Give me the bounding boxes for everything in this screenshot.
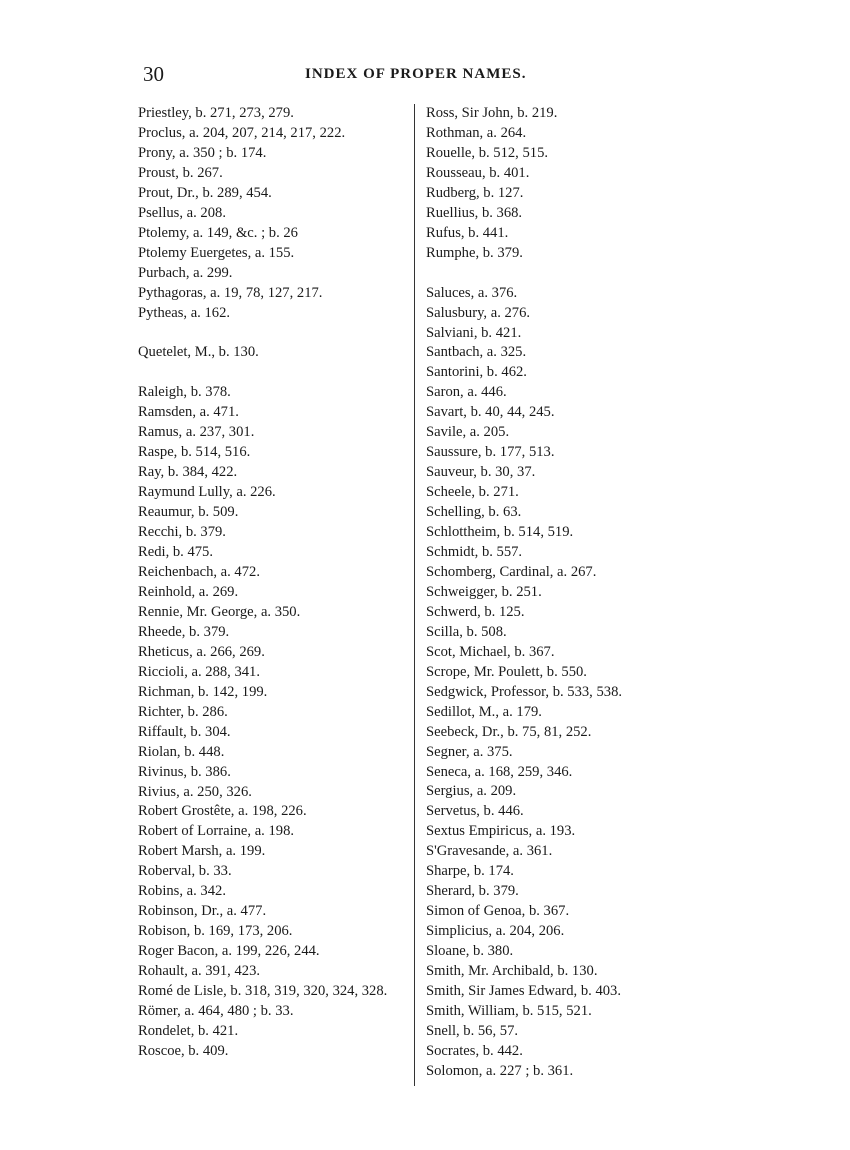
index-entry: Simon of Genoa, b. 367. — [426, 903, 570, 920]
index-entry: Pytheas, a. 162. — [138, 304, 231, 321]
index-entry: Reinhold, a. 269. — [138, 583, 239, 600]
index-entry: Saron, a. 446. — [426, 384, 507, 401]
index-entry: Rondelet, b. 421. — [138, 1022, 239, 1039]
index-entry: Saluces, a. 376. — [426, 284, 518, 301]
index-entry: Ramsden, a. 471. — [138, 404, 239, 421]
index-group-p — [138, 104, 410, 323]
index-entry: Rousseau, b. 401. — [426, 164, 530, 181]
index-group-r — [138, 383, 410, 1061]
index-entry: Rheede, b. 379. — [138, 623, 230, 640]
index-entry: Rivius, a. 250, 326. — [138, 783, 252, 800]
group-spacer — [426, 264, 686, 284]
index-entry: Sedgwick, Professor, b. 533, 538. — [426, 683, 623, 700]
index-entry: Rudberg, b. 127. — [426, 184, 524, 201]
index-entry: Schomberg, Cardinal, a. 267. — [426, 563, 597, 580]
index-entry: Quetelet, M., b. 130. — [138, 344, 259, 361]
page-number: 30 — [143, 62, 164, 86]
index-entry: Prout, Dr., b. 289, 454. — [138, 184, 272, 201]
index-entry: Sharpe, b. 174. — [426, 863, 514, 880]
index-entry: Servetus, b. 446. — [426, 803, 524, 820]
index-entry: Roscoe, b. 409. — [138, 1042, 229, 1059]
index-entry: Raleigh, b. 378. — [138, 384, 231, 401]
index-entry: Rohault, a. 391, 423. — [138, 963, 261, 980]
index-entry: Sherard, b. 379. — [426, 883, 519, 900]
index-group-r-cont — [426, 104, 686, 264]
index-entry: Sauveur, b. 30, 37. — [426, 464, 536, 481]
page-header — [0, 62, 850, 92]
index-entry: Smith, William, b. 515, 521. — [426, 1002, 592, 1019]
index-entry: Sedillot, M., a. 179. — [426, 703, 542, 720]
index-entry: Simplicius, a. 204, 206. — [426, 923, 565, 940]
index-entry: Ptolemy Euergetes, a. 155. — [138, 244, 295, 261]
index-entry: Seneca, a. 168, 259, 346. — [426, 763, 573, 780]
index-entry: Sextus Empiricus, a. 193. — [426, 823, 576, 840]
index-entry: Sergius, a. 209. — [426, 783, 517, 800]
index-entry: Redi, b. 475. — [138, 544, 213, 561]
index-entry: Robert Marsh, a. 199. — [138, 843, 266, 860]
index-entry: Snell, b. 56, 57. — [426, 1022, 519, 1039]
index-entry: Solomon, a. 227 ; b. 361. — [426, 1062, 574, 1079]
index-entry: Ross, Sir John, b. 219. — [426, 105, 558, 121]
index-entry: Sloane, b. 380. — [426, 943, 514, 960]
index-entry: Savile, a. 205. — [426, 424, 510, 441]
index-entry: Ptolemy, a. 149, &c. ; b. 26 — [138, 224, 298, 241]
index-entry: Schelling, b. 63. — [426, 504, 522, 521]
index-entry: Scrope, Mr. Poulett, b. 550. — [426, 663, 587, 680]
index-entry: Riccioli, a. 288, 341. — [138, 663, 261, 680]
index-entry: Proust, b. 267. — [138, 164, 223, 181]
index-entry: Ruellius, b. 368. — [426, 204, 523, 221]
index-column-right — [426, 104, 686, 1082]
index-entry: Riolan, b. 448. — [138, 743, 225, 760]
index-entry: Salusbury, a. 276. — [426, 304, 531, 321]
index-entry: Salviani, b. 421. — [426, 324, 522, 341]
index-entry: Schmidt, b. 557. — [426, 544, 523, 561]
index-entry: Rouelle, b. 512, 515. — [426, 144, 549, 161]
index-entry: Purbach, a. 299. — [138, 264, 233, 281]
index-entry: Raspe, b. 514, 516. — [138, 444, 251, 461]
index-entry: Ray, b. 384, 422. — [138, 464, 238, 481]
index-entry: S'Gravesande, a. 361. — [426, 843, 553, 860]
index-entry: Roberval, b. 33. — [138, 863, 232, 880]
index-entry: Proclus, a. 204, 207, 214, 217, 222. — [138, 124, 346, 141]
index-entry: Smith, Sir James Edward, b. 403. — [426, 982, 621, 999]
index-entry: Robert Grostête, a. 198, 226. — [138, 803, 307, 820]
index-group-q — [138, 343, 410, 363]
index-entry: Schwerd, b. 125. — [426, 603, 525, 620]
index-entry: Rheticus, a. 266, 269. — [138, 643, 265, 660]
column-divider — [414, 104, 415, 1086]
index-entry: Reaumur, b. 509. — [138, 504, 239, 521]
index-group-s — [426, 284, 686, 1082]
index-entry: Robinson, Dr., a. 477. — [138, 903, 267, 920]
index-column-left — [138, 104, 410, 1062]
index-entry: Schlottheim, b. 514, 519. — [426, 524, 574, 541]
index-entry: Robison, b. 169, 173, 206. — [138, 923, 293, 940]
index-entry: Raymund Lully, a. 226. — [138, 484, 276, 501]
index-entry: Psellus, a. 208. — [138, 204, 226, 221]
index-entry: Richter, b. 286. — [138, 703, 228, 720]
index-entry: Smith, Mr. Archibald, b. 130. — [426, 963, 598, 980]
index-entry: Romé de Lisle, b. 318, 319, 320, 324, 328. — [138, 983, 388, 1000]
index-entry: Rothman, a. 264. — [426, 124, 527, 141]
index-entry: Scheele, b. 271. — [426, 484, 519, 501]
index-entry: Santbach, a. 325. — [426, 344, 527, 361]
index-entry: Segner, a. 375. — [426, 743, 513, 760]
index-entry: Schweigger, b. 251. — [426, 583, 542, 600]
index-entry: Seebeck, Dr., b. 75, 81, 252. — [426, 723, 592, 740]
index-entry: Prony, a. 350 ; b. 174. — [138, 144, 267, 161]
index-entry: Scot, Michael, b. 367. — [426, 643, 555, 660]
index-entry: Santorini, b. 462. — [426, 364, 527, 381]
index-entry: Robins, a. 342. — [138, 883, 226, 900]
index-entry: Rumphe, b. 379. — [426, 244, 523, 261]
index-entry: Robert of Lorraine, a. 198. — [138, 823, 295, 840]
index-entry: Rufus, b. 441. — [426, 224, 509, 241]
index-entry: Pythagoras, a. 19, 78, 127, 217. — [138, 284, 323, 301]
group-spacer — [138, 363, 410, 383]
running-title: INDEX OF PROPER NAMES. — [305, 66, 527, 82]
group-spacer — [138, 323, 410, 343]
index-entry: Rivinus, b. 386. — [138, 763, 231, 780]
index-entry: Roger Bacon, a. 199, 226, 244. — [138, 943, 320, 960]
index-entry: Rennie, Mr. George, a. 350. — [138, 603, 301, 620]
index-entry: Savart, b. 40, 44, 245. — [426, 404, 555, 421]
index-entry: Römer, a. 464, 480 ; b. 33. — [138, 1002, 294, 1019]
index-entry: Ramus, a. 237, 301. — [138, 424, 255, 441]
index-entry: Reichenbach, a. 472. — [138, 564, 260, 581]
index-entry: Saussure, b. 177, 513. — [426, 444, 555, 461]
index-entry: Socrates, b. 442. — [426, 1042, 523, 1059]
index-entry: Priestley, b. 271, 273, 279. — [138, 105, 294, 121]
index-entry: Richman, b. 142, 199. — [138, 683, 268, 700]
index-entry: Recchi, b. 379. — [138, 524, 226, 541]
index-entry: Scilla, b. 508. — [426, 623, 507, 640]
index-entry: Riffault, b. 304. — [138, 723, 231, 740]
